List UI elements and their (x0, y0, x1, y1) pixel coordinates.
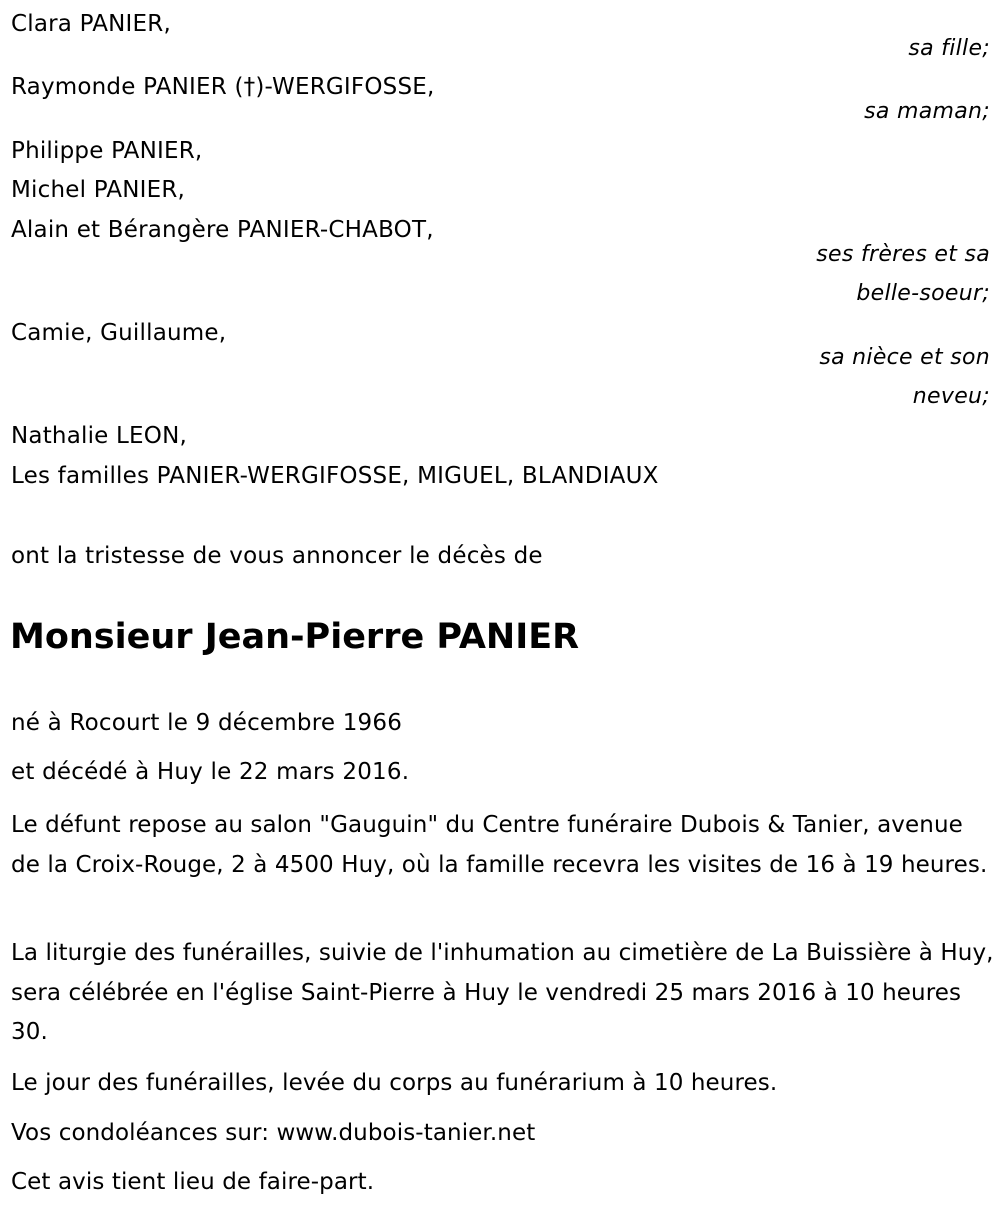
family-role-fille: sa fille; (908, 36, 990, 61)
paragraph-faire-part: Cet avis tient lieu de faire-part. (11, 1169, 375, 1195)
family-role-niece-line2: neveu; (912, 384, 990, 409)
paragraph-condolences: Vos condoléances sur: www.dubois-tanier.net (11, 1120, 536, 1146)
family-role-maman: sa maman; (864, 99, 990, 124)
family-name-alain-berangere: Alain et Bérangère PANIER-CHABOT, (11, 217, 434, 243)
family-name-les-familles: Les familles PANIER-WERGIFOSSE, MIGUEL, BLANDIAUX (11, 463, 659, 489)
paragraph-levee: Le jour des funérailles, levée du corps au funérarium à 10 heures. (11, 1070, 778, 1096)
family-role-freres-line2: belle-soeur; (856, 281, 990, 306)
family-name-clara: Clara PANIER, (11, 11, 171, 37)
family-name-nathalie: Nathalie LEON, (11, 423, 187, 449)
paragraph-viewing: Le défunt repose au salon "Gauguin" du Centre funéraire Dubois & Tanier, avenue de la Croix-Rouge, 2 à 4500 Huy, où la famille recevra les visites de 16 à 19 heures. (11, 812, 988, 878)
family-role-niece-line1: sa nièce et son (819, 345, 990, 370)
death-info: et décédé à Huy le 22 mars 2016. (11, 759, 410, 785)
family-name-michel: Michel PANIER, (11, 177, 186, 203)
announcement-text: ont la tristesse de vous annoncer le décès de (11, 543, 543, 569)
birth-info: né à Rocourt le 9 décembre 1966 (11, 710, 403, 736)
family-name-raymonde: Raymonde PANIER (†)-WERGIFOSSE, (11, 74, 435, 100)
paragraph-liturgy: La liturgie des funérailles, suivie de l'inhumation au cimetière de La Buissière à Huy, sera célébrée en l'église Saint-Pierre à Huy le vendredi 25 mars 2016 à 10 heures 30. (11, 940, 994, 1045)
deceased-name-heading: Monsieur Jean-Pierre PANIER (10, 617, 580, 657)
family-name-camie-guillaume: Camie, Guillaume, (11, 320, 227, 346)
family-role-freres-line1: ses frères et sa (816, 242, 990, 267)
family-name-philippe: Philippe PANIER, (11, 138, 203, 164)
